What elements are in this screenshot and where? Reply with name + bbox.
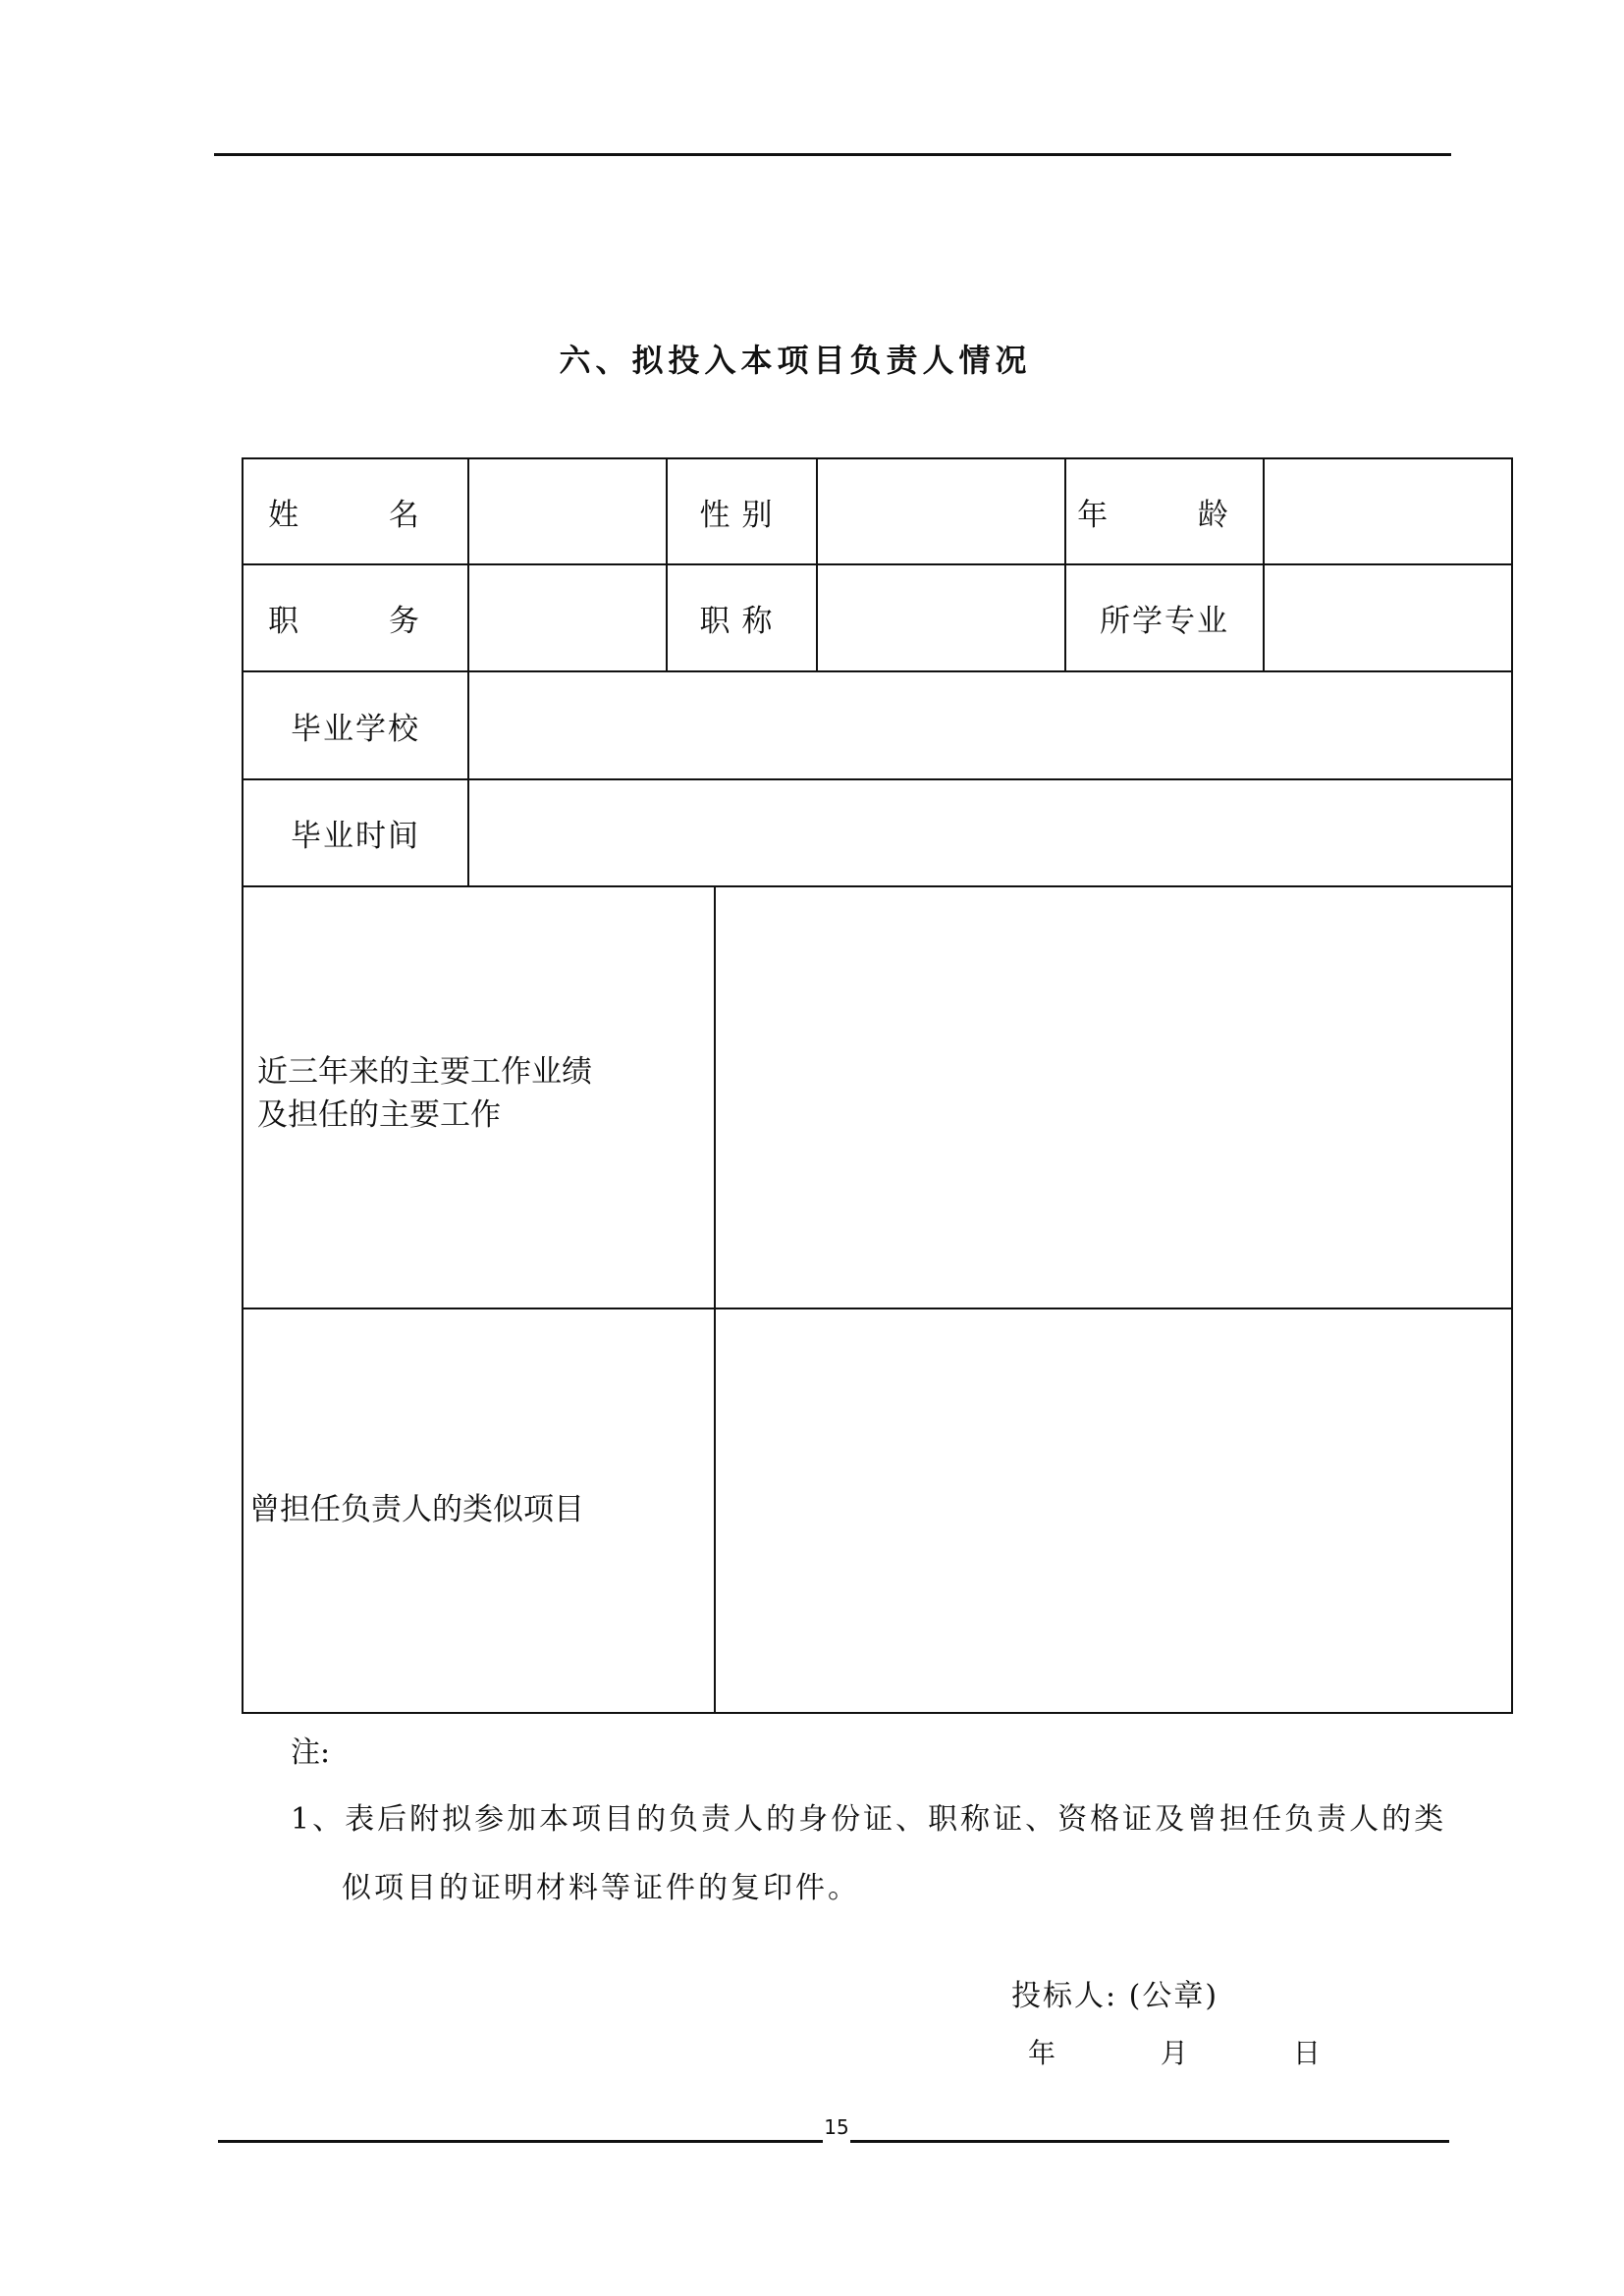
school-field[interactable]	[469, 672, 1511, 778]
notes-heading: 注:	[291, 1735, 331, 1770]
projects-field[interactable]	[716, 1309, 1511, 1712]
footer-rule-right	[850, 2140, 1449, 2143]
page-title: 六、拟投入本项目负责人情况	[559, 342, 1032, 379]
table-border-right	[1511, 457, 1513, 1714]
work-field[interactable]	[716, 887, 1511, 1308]
position-label-cell	[244, 565, 467, 670]
age-label-cell	[1066, 459, 1263, 563]
date-line	[1028, 2032, 1321, 2071]
name-field[interactable]	[469, 459, 666, 563]
school-label: 毕业学校	[291, 711, 420, 747]
title-field[interactable]	[818, 565, 1064, 670]
major-field[interactable]	[1265, 565, 1511, 670]
grad-time-label: 毕业时间	[291, 819, 420, 854]
title-label-cell	[668, 565, 816, 670]
grad-time-field[interactable]	[469, 780, 1511, 885]
position-field[interactable]	[469, 565, 666, 670]
note-item-1-line-1: 1、表后附拟参加本项目的负责人的身份证、职称证、资格证及曾担任负责人的类	[291, 1802, 1447, 1837]
date-month: 月	[1160, 2037, 1188, 2069]
table-border-bottom	[242, 1712, 1513, 1714]
major-label-cell	[1066, 565, 1263, 670]
school-label-cell	[244, 672, 467, 778]
note-item-1-line-2: 似项目的证明材料等证件的复印件。	[342, 1871, 860, 1905]
gender-label: 性别	[699, 497, 785, 533]
work-label	[257, 1050, 592, 1137]
name-label: 姓 名	[268, 497, 443, 533]
footer-rule-left	[218, 2140, 823, 2143]
gender-field[interactable]	[818, 459, 1064, 563]
title-label: 职称	[699, 604, 785, 639]
work-label-line1: 近三年来的主要工作业绩	[257, 1054, 592, 1090]
work-label-line2: 及担任的主要工作	[257, 1097, 501, 1133]
major-label: 所学专业	[1100, 604, 1229, 639]
bidder-seal-label: 投标人: (公章)	[1011, 1979, 1219, 2013]
grad-time-label-cell	[244, 780, 467, 885]
age-label: 年 龄	[1077, 497, 1252, 533]
date-day: 日	[1292, 2037, 1321, 2069]
age-field[interactable]	[1265, 459, 1511, 563]
date-year: 年	[1028, 2037, 1056, 2069]
gender-label-cell	[668, 459, 816, 563]
page-number: 15	[824, 2115, 849, 2139]
position-label: 职 务	[268, 604, 443, 639]
name-label-cell	[244, 459, 467, 563]
projects-label: 曾担任负责人的类似项目	[249, 1492, 584, 1527]
